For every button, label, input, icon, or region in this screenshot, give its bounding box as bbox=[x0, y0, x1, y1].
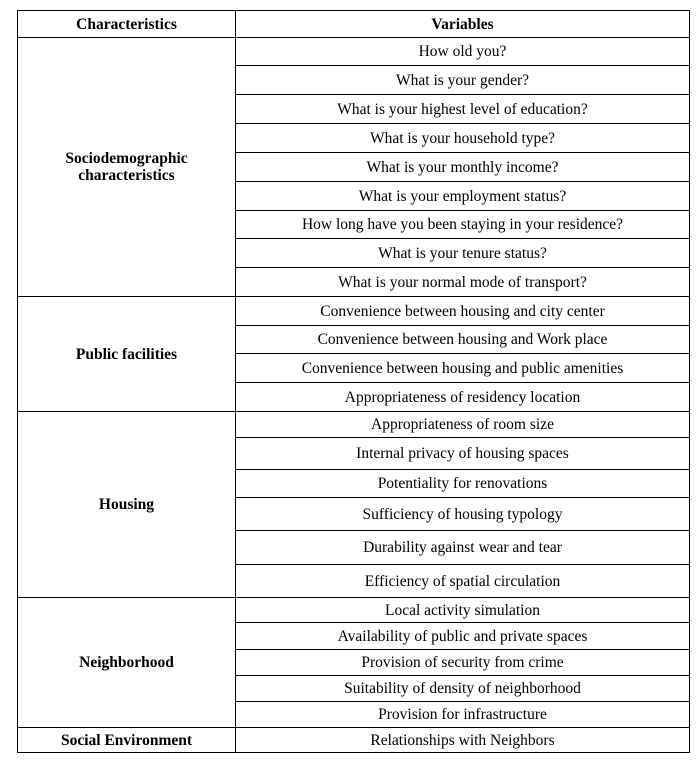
variable-cell: What is your monthly income? bbox=[236, 153, 690, 182]
variable-cell: Internal privacy of housing spaces bbox=[236, 438, 690, 470]
variable-cell: How long have you been staying in your residence? bbox=[236, 211, 690, 239]
characteristic-label: Housing bbox=[98, 496, 155, 513]
header-variables: Variables bbox=[236, 11, 690, 38]
variable-cell: Provision of security from crime bbox=[236, 650, 690, 676]
variable-cell: Efficiency of spatial circulation bbox=[236, 565, 690, 598]
variable-cell: What is your tenure status? bbox=[236, 239, 690, 268]
table-row bbox=[18, 38, 690, 66]
characteristic-cell bbox=[18, 412, 236, 598]
characteristic-label: Neighborhood bbox=[79, 654, 174, 671]
variable-cell: What is your normal mode of transport? bbox=[236, 268, 690, 297]
variable-cell: What is your employment status? bbox=[236, 182, 690, 211]
table-row bbox=[18, 728, 690, 753]
characteristic-cell bbox=[18, 598, 236, 728]
variable-cell: How old you? bbox=[236, 38, 690, 66]
variable-cell: What is your highest level of education? bbox=[236, 95, 690, 124]
table-body bbox=[18, 38, 690, 753]
variable-cell: Durability against wear and tear bbox=[236, 531, 690, 565]
characteristic-label: Public facilities bbox=[75, 345, 178, 363]
table-row bbox=[18, 412, 690, 438]
variable-cell: Convenience between housing and city center bbox=[236, 297, 690, 326]
variable-cell: Local activity simulation bbox=[236, 598, 690, 623]
table-row bbox=[18, 598, 690, 623]
characteristic-label: Social Environment bbox=[60, 731, 193, 749]
characteristic-cell bbox=[18, 297, 236, 412]
variable-cell: Suitability of density of neighborhood bbox=[236, 676, 690, 702]
characteristic-cell bbox=[18, 38, 236, 297]
header-characteristics: Characteristics bbox=[18, 11, 236, 38]
table-row bbox=[18, 297, 690, 326]
variable-cell: Relationships with Neighbors bbox=[236, 728, 690, 753]
variable-cell: Availability of public and private spaces bbox=[236, 623, 690, 650]
variable-cell: Convenience between housing and public amenities bbox=[236, 354, 690, 383]
variable-cell: What is your gender? bbox=[236, 66, 690, 95]
characteristic-label: Sociodemographic bbox=[65, 150, 188, 167]
header-row bbox=[18, 11, 690, 38]
characteristic-cell bbox=[18, 728, 236, 753]
variable-cell: Appropriateness of residency location bbox=[236, 383, 690, 412]
characteristic-label: characteristics bbox=[78, 167, 175, 184]
variable-cell: Provision for infrastructure bbox=[236, 702, 690, 728]
variable-cell: Potentiality for renovations bbox=[236, 470, 690, 498]
variable-cell: What is your household type? bbox=[236, 124, 690, 153]
variable-cell: Sufficiency of housing typology bbox=[236, 498, 690, 531]
variables-table bbox=[17, 10, 690, 753]
variable-cell: Convenience between housing and Work place bbox=[236, 326, 690, 354]
variable-cell: Appropriateness of room size bbox=[236, 412, 690, 438]
